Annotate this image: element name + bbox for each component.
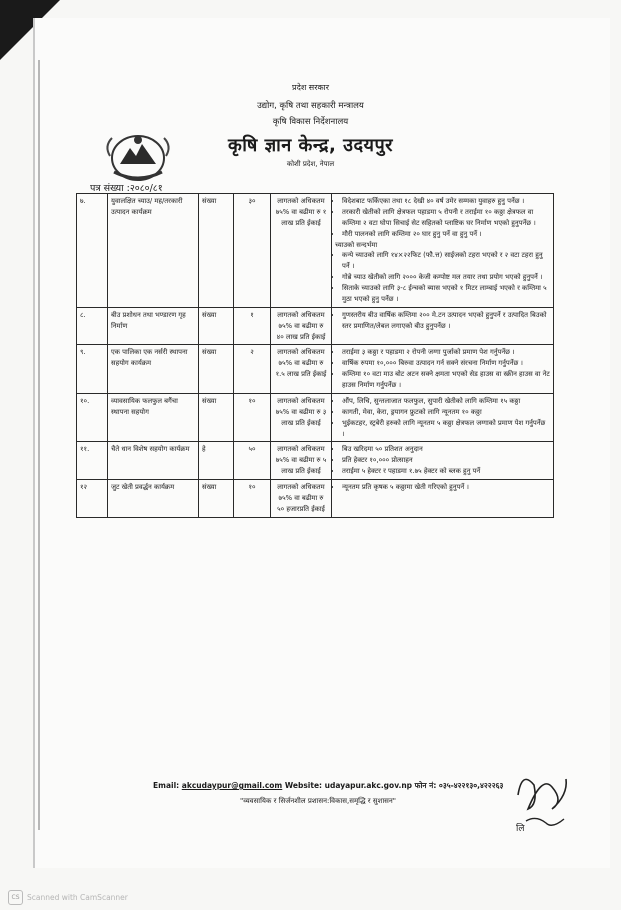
conditions-list xyxy=(335,482,550,493)
unit-cell: हे xyxy=(199,442,234,480)
row-number: ९. xyxy=(77,345,108,394)
phone-text: फोन नं: ०३५-४२२१३०,४२२२६३ xyxy=(414,781,504,790)
row-number: ८. xyxy=(77,307,108,345)
program-name: जुट खेती प्रवर्द्धन कार्यक्रम xyxy=(108,480,199,518)
signature-note: लि xyxy=(516,824,525,834)
amount-cell: लागतको अधिकतम ७५% वा बढीमा रु १.५ लाख प्रति ईकाई xyxy=(271,345,332,394)
program-name: एक पालिका एक नर्सरी स्थापना सहयोग कार्यक्रम xyxy=(108,345,199,394)
unit-cell: संख्या xyxy=(199,480,234,518)
condition-item: • औंप, लिचि, सुन्तलाजात फलफुल, सुपारी खेतीको लागि कम्तिमा १५ कठ्ठा xyxy=(342,396,550,407)
conditions-list xyxy=(335,310,550,332)
conditions-cell xyxy=(332,393,554,442)
amount-cell: लागतको अधिकतम ७५% वा बढीमा रु ३ लाख प्रति ईकाई xyxy=(271,393,332,442)
scanner-label: Scanned with CamScanner xyxy=(27,893,128,902)
website-text[interactable]: Website: udayapur.akc.gov.np xyxy=(284,781,413,790)
condition-item: • कागती, मेवा, केरा, ड्रयागन फ्रुटको लागि न्यूनतम १० कठ्ठा xyxy=(342,407,550,418)
condition-item: • मौरी पालनको लागि कम्तिमा २० घार हुनु पर्ने वा हुनु पर्ने । xyxy=(342,229,550,240)
quantity-cell: २ xyxy=(234,345,271,394)
row-number: १२ xyxy=(77,480,108,518)
sub-condition-item: • गोब्रे च्याउ खेतीको लागि २००० केजी कम्पोष्ट मल तयार तथा प्रयोग भएको हुनुपर्ने । xyxy=(342,272,550,283)
condition-item: • विदेशबाट फर्किएका तथा १८ देखी ४० वर्ष उमेर सम्मका युवाहरु हुनु पर्नेछ । xyxy=(342,196,550,207)
amount-cell: लागतको अधिकतम ७५% वा बढीमा रु ५ लाख प्रति ईकाई xyxy=(271,442,332,480)
unit-cell: संख्या xyxy=(199,307,234,345)
scanner-watermark xyxy=(8,890,128,905)
program-name: बीउ प्रशोधन तथा भण्डारण गृह निर्माण xyxy=(108,307,199,345)
nepal-emblem-icon xyxy=(100,126,176,186)
conditions-list xyxy=(335,396,550,440)
condition-item: • प्रति हेक्टर १०,००० प्रोत्साहन xyxy=(342,455,550,466)
camscanner-logo-icon: CS xyxy=(8,890,23,905)
condition-item: • भुईकटहर, स्ट्रबेरी हरुको लागि न्यूनतम ५ कठ्ठा क्षेत्रफल जग्गाको प्रमाण पेश गर्नुपर्नेछ । xyxy=(342,418,550,440)
unit-cell: संख्या xyxy=(199,393,234,442)
quantity-cell: १० xyxy=(234,480,271,518)
condition-item: • तराईमा ३ कठ्ठा र पहाडमा २ रोपनी जग्गा पुर्जाको प्रमाण पेश गर्नुपर्नेछ । xyxy=(342,347,550,358)
row-number: ७. xyxy=(77,194,108,308)
header-office-name: कृषि ज्ञान केन्द्र, उदयपुर xyxy=(227,135,394,156)
email-link[interactable]: akcudaypur@gmail.com xyxy=(181,781,283,790)
condition-item: • कम्तिमा १० वटा माउ बोट अटन सक्ने क्षमता भएको सेड हाउस वा स्क्रीन हाउस वा नेट हाउस निर्माण गर्नुपर्नेछ । xyxy=(342,369,550,391)
amount-cell: लागतको अधिकतम ७५% वा बढीमा रु १ लाख प्रति ईकाई xyxy=(271,194,332,308)
table-row xyxy=(77,307,554,345)
conditions-subheading: च्याउको सन्दर्भमा xyxy=(335,240,378,249)
footer-contact xyxy=(153,781,503,791)
program-name: चैते धान विशेष सहयोग कार्यक्रम xyxy=(108,442,199,480)
conditions-cell xyxy=(332,480,554,518)
program-name: व्यावसायिक फलफुल बगैंचा स्थापना सहयोग xyxy=(108,393,199,442)
condition-item: • तराईमा ५ हेक्टर र पहाडमा १.७५ हेक्टर को ब्लक हुनु पर्ने xyxy=(342,466,550,477)
condition-item: • बिउ खरिदमा ५० प्रतिशत अनुदान xyxy=(342,444,550,455)
unit-cell: संख्या xyxy=(199,194,234,308)
footer-motto: "व्यवसायिक र सिर्जनशील प्रशासन:विकास,समृद्धि र सुशासन" xyxy=(240,797,397,805)
conditions-list xyxy=(335,444,550,477)
table-row xyxy=(77,480,554,518)
table-row xyxy=(77,393,554,442)
quantity-cell: १ xyxy=(234,307,271,345)
header-directorate: कृषि विकास निर्देशनालय xyxy=(272,117,349,127)
condition-item: • वार्षिक रुपमा १०,००० बिरुवा उत्पादन गर्न सक्ने संरचना निर्माण गर्नुपर्नेछ । xyxy=(342,358,550,369)
header-ministry: उद्योग, कृषि तथा सहकारी मन्त्रालय xyxy=(257,101,364,111)
quantity-cell: ३० xyxy=(234,194,271,308)
quantity-cell: ५० xyxy=(234,442,271,480)
sub-condition-item: • सिताके च्याउको लागि ३-८ ईन्चको ब्यास भएको १ मिटर लाम्बाई भएको र कम्तिमा ५ मुठा भएको हुनु पर्नेछ । xyxy=(342,283,550,305)
unit-cell: संख्या xyxy=(199,345,234,394)
sub-condition-item: • कन्ये च्याउको लागि १४×२२फिट (फौ.त्त) साईजको टहरा भएको र २ वटा टहरा हुनु पर्ने । xyxy=(342,250,550,272)
amount-cell: लागतको अधिकतम ७५% वा बढीमा रु ४० लाख प्रति ईकाई xyxy=(271,307,332,345)
table-row xyxy=(77,345,554,394)
header-government: प्रदेश सरकार xyxy=(292,83,329,92)
conditions-cell xyxy=(332,345,554,394)
email-label: Email: xyxy=(153,781,180,790)
table-row xyxy=(77,194,554,308)
row-number: ११. xyxy=(77,442,108,480)
condition-item: • तरकारी खेतीको लागि क्षेत्रफल पहाडमा ५ रोपनी र तराईमा १० कठ्ठा क्षेत्रफल वा कम्तिमा २ वटा घोपा सिचाई सेट सहितको प्लाष्टिक घर निर्माण भएको हुनुपर्नेछ । xyxy=(342,207,550,229)
program-table xyxy=(76,193,554,518)
handwritten-signature xyxy=(512,765,572,845)
header-address: कोशी प्रदेश, नेपाल xyxy=(286,160,335,168)
quantity-cell: १० xyxy=(234,393,271,442)
program-name: युवालक्षित च्याउ/ मह/तरकारी उत्पादन कार्यक्रम xyxy=(108,194,199,308)
conditions-cell xyxy=(332,194,554,308)
binding-marks xyxy=(38,60,46,830)
conditions-list xyxy=(335,347,550,391)
conditions-cell xyxy=(332,307,554,345)
condition-item: • न्यूनतम प्रति कृषक ५ कठ्ठामा खेती गरिएको हुनुपर्ने । xyxy=(342,482,550,493)
row-number: १०. xyxy=(77,393,108,442)
conditions-list xyxy=(335,196,550,240)
amount-cell: लागतको अधिकतम ७५% वा बढीमा रु ५० हजारप्रति ईकाई xyxy=(271,480,332,518)
reference-number: पत्र संख्या :२०८०/८१ xyxy=(90,183,163,194)
conditions-cell xyxy=(332,442,554,480)
sub-conditions-list xyxy=(335,250,550,304)
condition-item: • गुणस्तरीय बीउ वार्षिक कम्तिमा २०० मे.टन उत्पादन भएको हुनुपर्ने र उत्पादित बिउको स्तर प्रमाणित/लेबल लगाएको बीउ हुनुपर्नेछ । xyxy=(342,310,550,332)
table-row xyxy=(77,442,554,480)
